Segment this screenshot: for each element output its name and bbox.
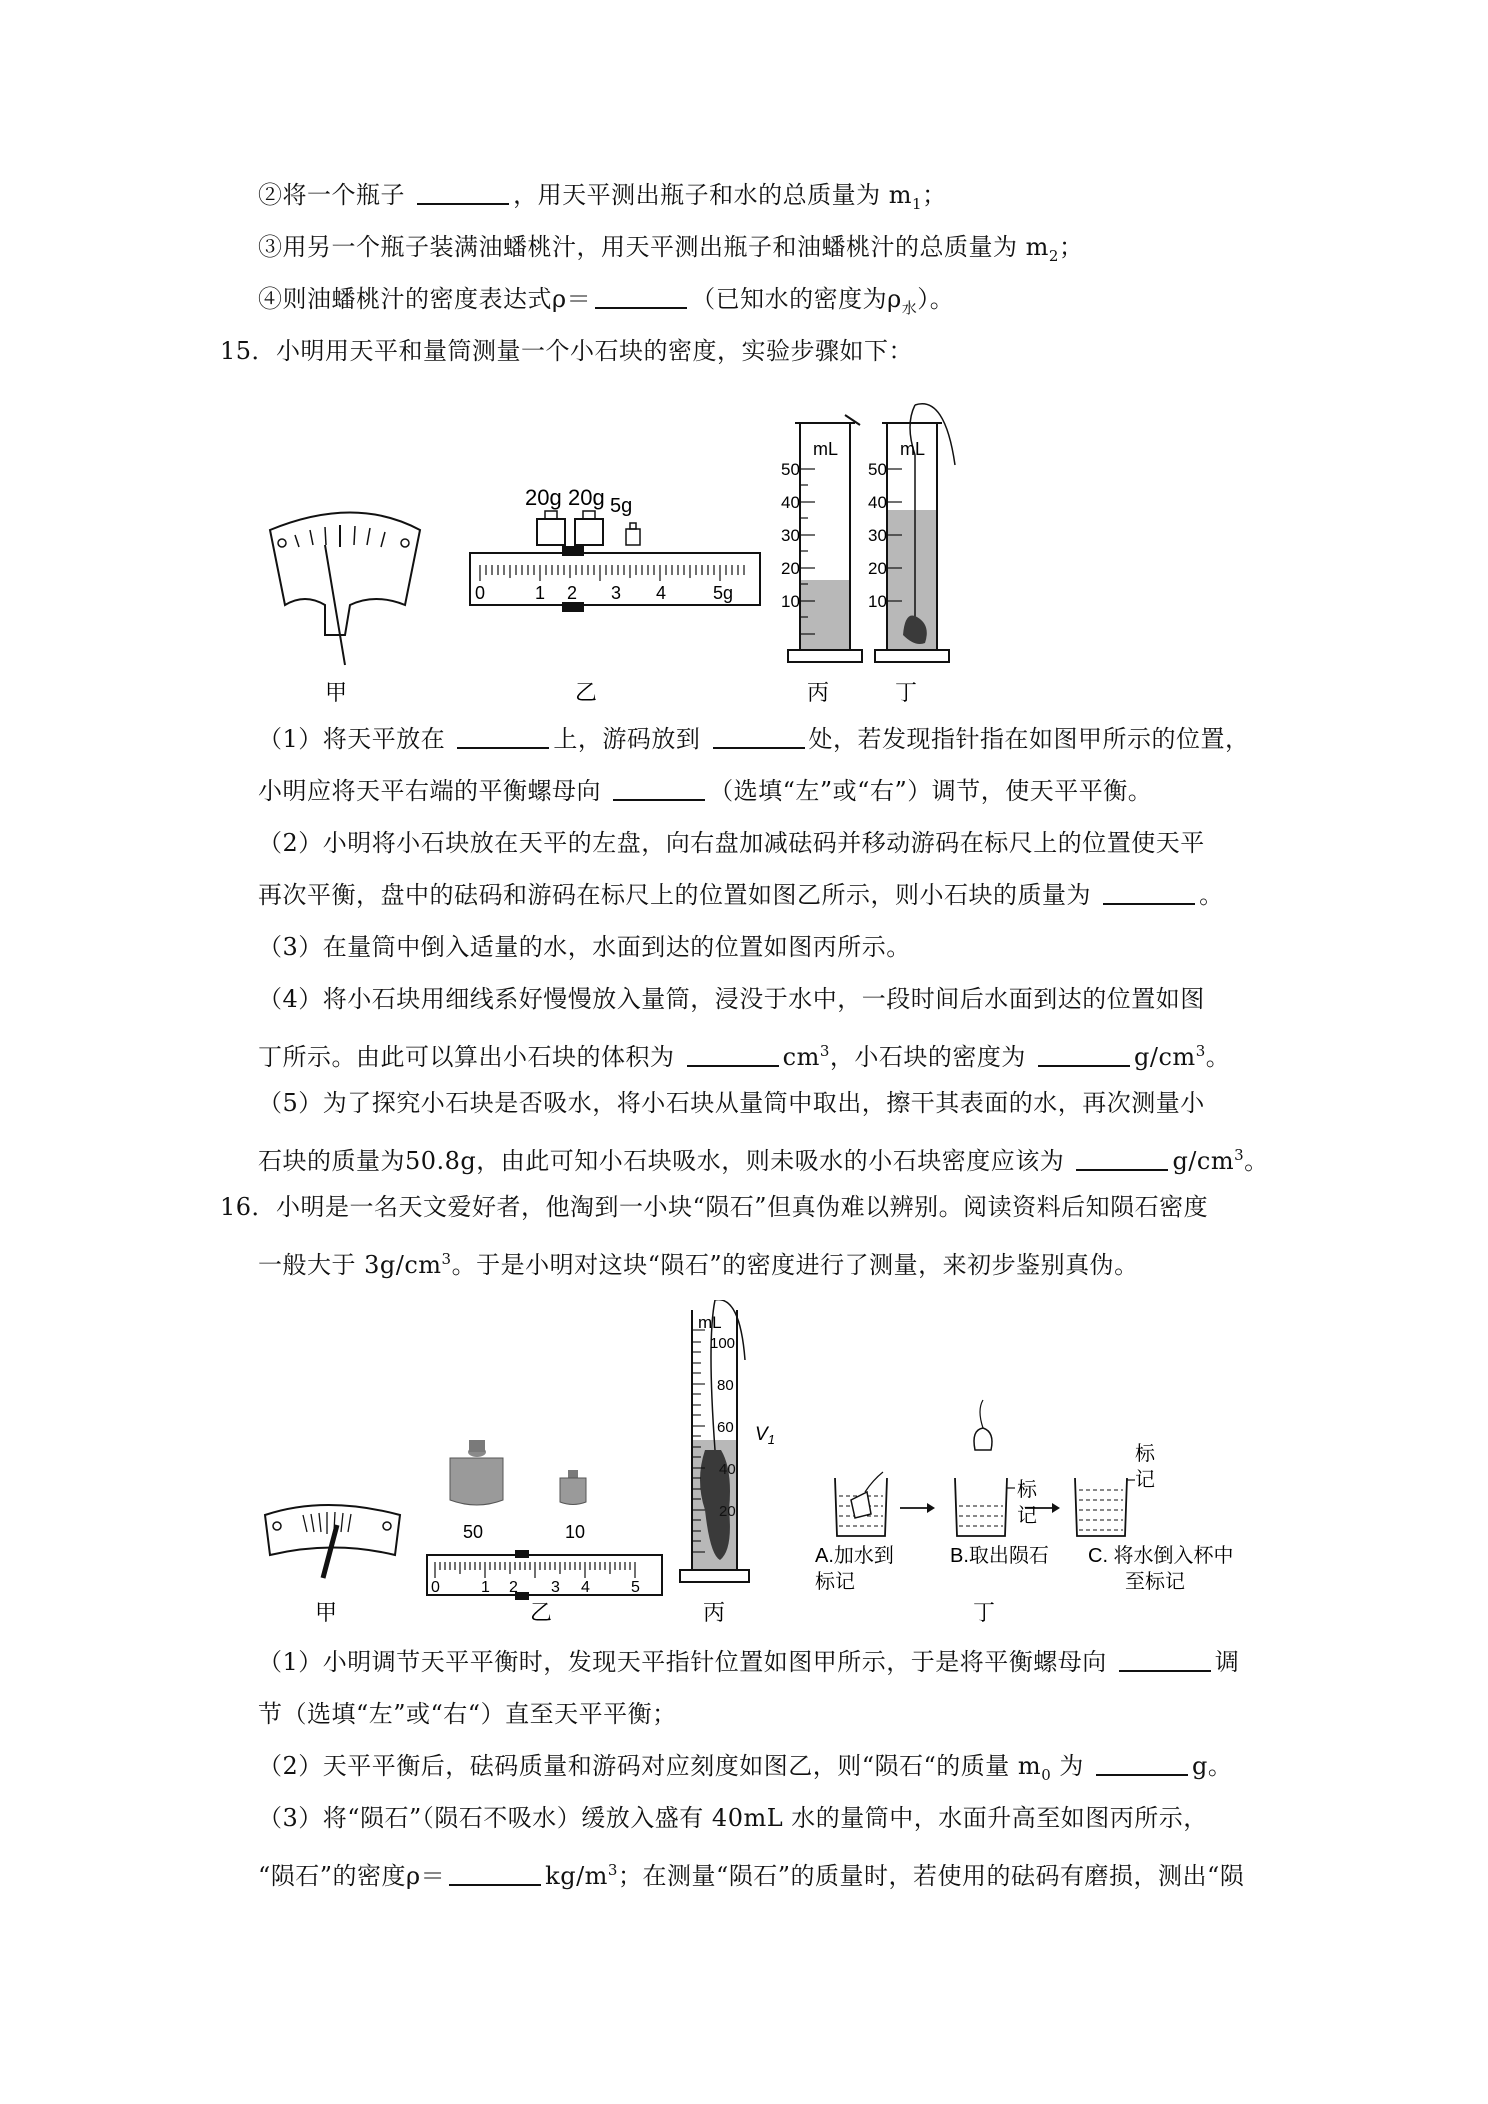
weights-and-rider-yi: [427, 1440, 662, 1600]
weight-label: 20g: [568, 485, 605, 510]
scale-tick-label: 1: [535, 583, 546, 603]
q16-part2: [258, 1749, 1232, 1792]
scale-tick-label: 0: [475, 583, 486, 603]
text-span: 石块的质量为50.8g，由此可知小石块吸水，则未吸水的小石块密度应该为: [258, 1147, 1073, 1175]
text-span: 再次平衡，盘中的砝码和游码在标尺上的位置如图乙所示，则小石块的质量为: [258, 881, 1100, 909]
cylinder-tick-label: 10: [781, 592, 800, 611]
scale-tick-label: 1: [481, 1579, 490, 1596]
cylinder-tick-label: 100: [710, 1335, 736, 1352]
step-label: 至标记: [1125, 1571, 1185, 1593]
text-span: ；在测量“陨石”的质量时，若使用的砝码有磨损，测出“陨: [617, 1862, 1245, 1890]
mark-label: 记: [1017, 1505, 1037, 1527]
figure-label: 甲: [315, 1600, 338, 1625]
scale-tick-label: 2: [567, 583, 578, 603]
q16-part3-line2: [258, 1853, 1244, 1893]
text-span: ；: [922, 181, 947, 209]
unit-label: mL: [900, 439, 926, 459]
answer-blank[interactable]: [713, 723, 805, 749]
cylinder-tick-label: 20: [781, 559, 800, 578]
text-span: 丁所示。由此可以算出小石块的体积为: [258, 1043, 683, 1071]
figure-label: 丁: [895, 680, 918, 705]
measuring-cylinder-ding: [868, 404, 955, 662]
q15-part4-line2: [258, 1034, 1230, 1074]
figure-label: 乙: [530, 1600, 553, 1625]
cylinder-tick-label: 80: [717, 1377, 734, 1394]
answer-blank[interactable]: [1076, 1145, 1168, 1171]
cylinder-tick-label: 30: [868, 526, 887, 545]
cylinder-tick-label: 10: [868, 592, 887, 611]
text-span: 16．小明是一名天文爱好者，他淘到一小块“陨石”但真伪难以辨别。阅读资料后知陨石密度: [220, 1193, 1209, 1221]
weight-label: 5g: [610, 495, 633, 517]
text-span: ）。: [917, 285, 955, 313]
q15-part5-line1: [258, 1086, 1205, 1120]
figure-label: 乙: [575, 680, 598, 705]
text-span: 。: [1199, 881, 1224, 909]
figure-label: 丙: [703, 1600, 726, 1625]
text-span: 一般大于 3g/cm: [258, 1251, 442, 1279]
text-span: 。: [1244, 1147, 1269, 1175]
text-span: （2）天平平衡后，砝码质量和游码对应刻度如图乙，则“陨石“的质量 m: [258, 1752, 1042, 1780]
text-line-step3: [258, 230, 1083, 273]
question-16-line1: [220, 1190, 1208, 1224]
question-16-line2: [258, 1242, 1139, 1282]
step-label: 标记: [815, 1571, 855, 1593]
text-span: cm: [782, 1043, 820, 1071]
q15-part5-line2: [258, 1138, 1269, 1178]
text-span: （1）小明调节天平平衡时，发现天平指针位置如图甲所示，于是将平衡螺母向: [258, 1648, 1115, 1676]
text-span: （3）将“陨石”（陨石不吸水）缓放入盛有 40mL 水的量筒中，水面升高至如图丙所示，: [258, 1804, 1208, 1832]
text-span: （1）将天平放在: [258, 725, 454, 753]
text-span: 调: [1214, 1648, 1240, 1676]
text-span: 为: [1051, 1752, 1093, 1780]
figure-label: 丙: [807, 680, 830, 705]
q15-part3: [258, 930, 911, 964]
cylinder-tick-label: 40: [719, 1461, 736, 1478]
scale-tick-label: 0: [431, 1579, 440, 1596]
measuring-cylinder-bing: [781, 415, 862, 662]
q16-part3-line1: [258, 1801, 1208, 1835]
q15-part1-line2: [258, 774, 1152, 808]
text-span: g/cm: [1134, 1043, 1196, 1071]
text-line-step4: [258, 282, 954, 325]
scale-tick-label: 5: [631, 1579, 640, 1596]
answer-blank[interactable]: [613, 775, 705, 801]
cylinder-tick-label: 50: [781, 460, 800, 479]
text-span: ，用天平测出瓶子和水的总质量为 m: [513, 181, 913, 209]
subscript: 2: [1048, 246, 1059, 265]
answer-blank[interactable]: [595, 283, 687, 309]
weight-label: 50: [463, 1522, 484, 1542]
mark-label: 标: [1135, 1443, 1155, 1465]
step-label: A.加水到: [815, 1545, 894, 1567]
q15-part2-line2: [258, 878, 1224, 912]
figure-label: 丁: [973, 1600, 996, 1625]
measuring-cylinder-bing: [680, 1300, 775, 1582]
mark-label: 记: [1135, 1469, 1155, 1491]
figure-q16: [255, 1300, 1275, 1630]
text-span: （5）为了探究小石块是否吸水，将小石块从量筒中取出，擦干其表面的水，再次测量小: [258, 1089, 1205, 1117]
text-span: （4）将小石块用细线系好慢慢放入量筒，浸没于水中，一段时间后水面到达的位置如图: [258, 985, 1205, 1013]
text-span: （已知水的密度为ρ: [691, 285, 902, 313]
scale-tick-label: 4: [581, 1579, 590, 1596]
answer-blank[interactable]: [1038, 1041, 1130, 1067]
scale-tick-label: 3: [551, 1579, 560, 1596]
step-label: C. 将水倒入杯中: [1088, 1545, 1234, 1567]
superscript: 3: [607, 1861, 618, 1879]
q15-part2-line1: [258, 826, 1205, 860]
question-15-title: [220, 334, 913, 368]
text-span: kg/m: [545, 1862, 608, 1890]
mark-label: 标: [1017, 1479, 1037, 1501]
text-span: 上，游码放到: [553, 725, 709, 753]
unit-label: mL: [813, 439, 839, 459]
text-span: （3）在量筒中倒入适量的水，水面到达的位置如图丙所示。: [258, 933, 911, 961]
answer-blank[interactable]: [1119, 1646, 1211, 1672]
q15-part4-line1: [258, 982, 1205, 1016]
superscript: 3: [441, 1250, 452, 1268]
answer-blank[interactable]: [457, 723, 549, 749]
q16-part1-line2: [258, 1697, 677, 1731]
answer-blank[interactable]: [417, 179, 509, 205]
superscript: 3: [819, 1042, 830, 1060]
text-span: “陨石”的密度ρ＝: [258, 1862, 446, 1890]
q15-part1-line1: [258, 722, 1250, 756]
v1-label: $V_1$: [755, 1424, 775, 1447]
unit-label: mL: [698, 1313, 722, 1332]
weight-label: 10: [565, 1522, 586, 1542]
weights-and-rider-yi: [470, 485, 760, 612]
text-line-step2: [258, 178, 947, 221]
answer-blank[interactable]: [687, 1041, 779, 1067]
answer-blank[interactable]: [1103, 879, 1195, 905]
text-span: 。: [1205, 1043, 1231, 1071]
cylinder-tick-label: 40: [781, 493, 800, 512]
text-span: 小明应将天平右端的平衡螺母向: [258, 777, 610, 805]
balance-dial-jia: [265, 1505, 400, 1578]
cylinder-tick-label: 50: [868, 460, 887, 479]
beaker-steps-ding: [815, 1400, 1234, 1593]
cylinder-tick-label: 30: [781, 526, 800, 545]
text-span: ，小石块的密度为: [829, 1043, 1035, 1071]
figure-q15: [255, 395, 995, 715]
cylinder-tick-label: 20: [719, 1503, 736, 1520]
text-span: 处，若发现指针指在如图甲所示的位置，: [808, 725, 1250, 753]
superscript: 3: [1195, 1042, 1206, 1060]
subscript: 1: [912, 194, 923, 213]
text-span: ②将一个瓶子: [258, 181, 414, 209]
text-span: （2）小明将小石块放在天平的左盘，向右盘加减砝码并移动游码在标尺上的位置使天平: [258, 829, 1205, 857]
subscript: 0: [1041, 1765, 1052, 1784]
text-span: ；: [1058, 233, 1084, 261]
balance-dial-jia: [270, 513, 420, 666]
figure-label: 甲: [325, 680, 348, 705]
cylinder-tick-label: 60: [717, 1419, 734, 1436]
superscript: 3: [1234, 1146, 1245, 1164]
text-span: 节（选填“左”或“右“）直至天平平衡；: [258, 1700, 677, 1728]
scale-tick-label: 4: [656, 583, 667, 603]
text-span: （选填“左”或“右”）调节，使天平平衡。: [709, 777, 1153, 805]
answer-blank[interactable]: [1096, 1750, 1188, 1776]
weight-label: 20g: [525, 485, 562, 510]
text-span: ③用另一个瓶子装满油蟠桃汁，用天平测出瓶子和油蟠桃汁的总质量为 m: [258, 233, 1049, 261]
text-span: 。于是小明对这块“陨石”的密度进行了测量，来初步鉴别真伪。: [451, 1251, 1139, 1279]
cylinder-tick-label: 20: [868, 559, 887, 578]
text-span: 15．小明用天平和量筒测量一个小石块的密度，实验步骤如下：: [220, 337, 914, 365]
scale-tick-label: 2: [509, 1579, 518, 1596]
text-span: g/cm: [1172, 1147, 1235, 1175]
step-label: B.取出陨石: [950, 1545, 1049, 1567]
subscript: 水: [901, 298, 918, 317]
cylinder-tick-label: 40: [868, 493, 887, 512]
q16-part1-line1: [258, 1645, 1239, 1679]
scale-tick-label: 5g: [713, 583, 734, 603]
answer-blank[interactable]: [449, 1860, 541, 1886]
text-span: ④则油蟠桃汁的密度表达式ρ＝: [258, 285, 592, 313]
scale-tick-label: 3: [611, 583, 622, 603]
text-span: g。: [1192, 1752, 1233, 1780]
